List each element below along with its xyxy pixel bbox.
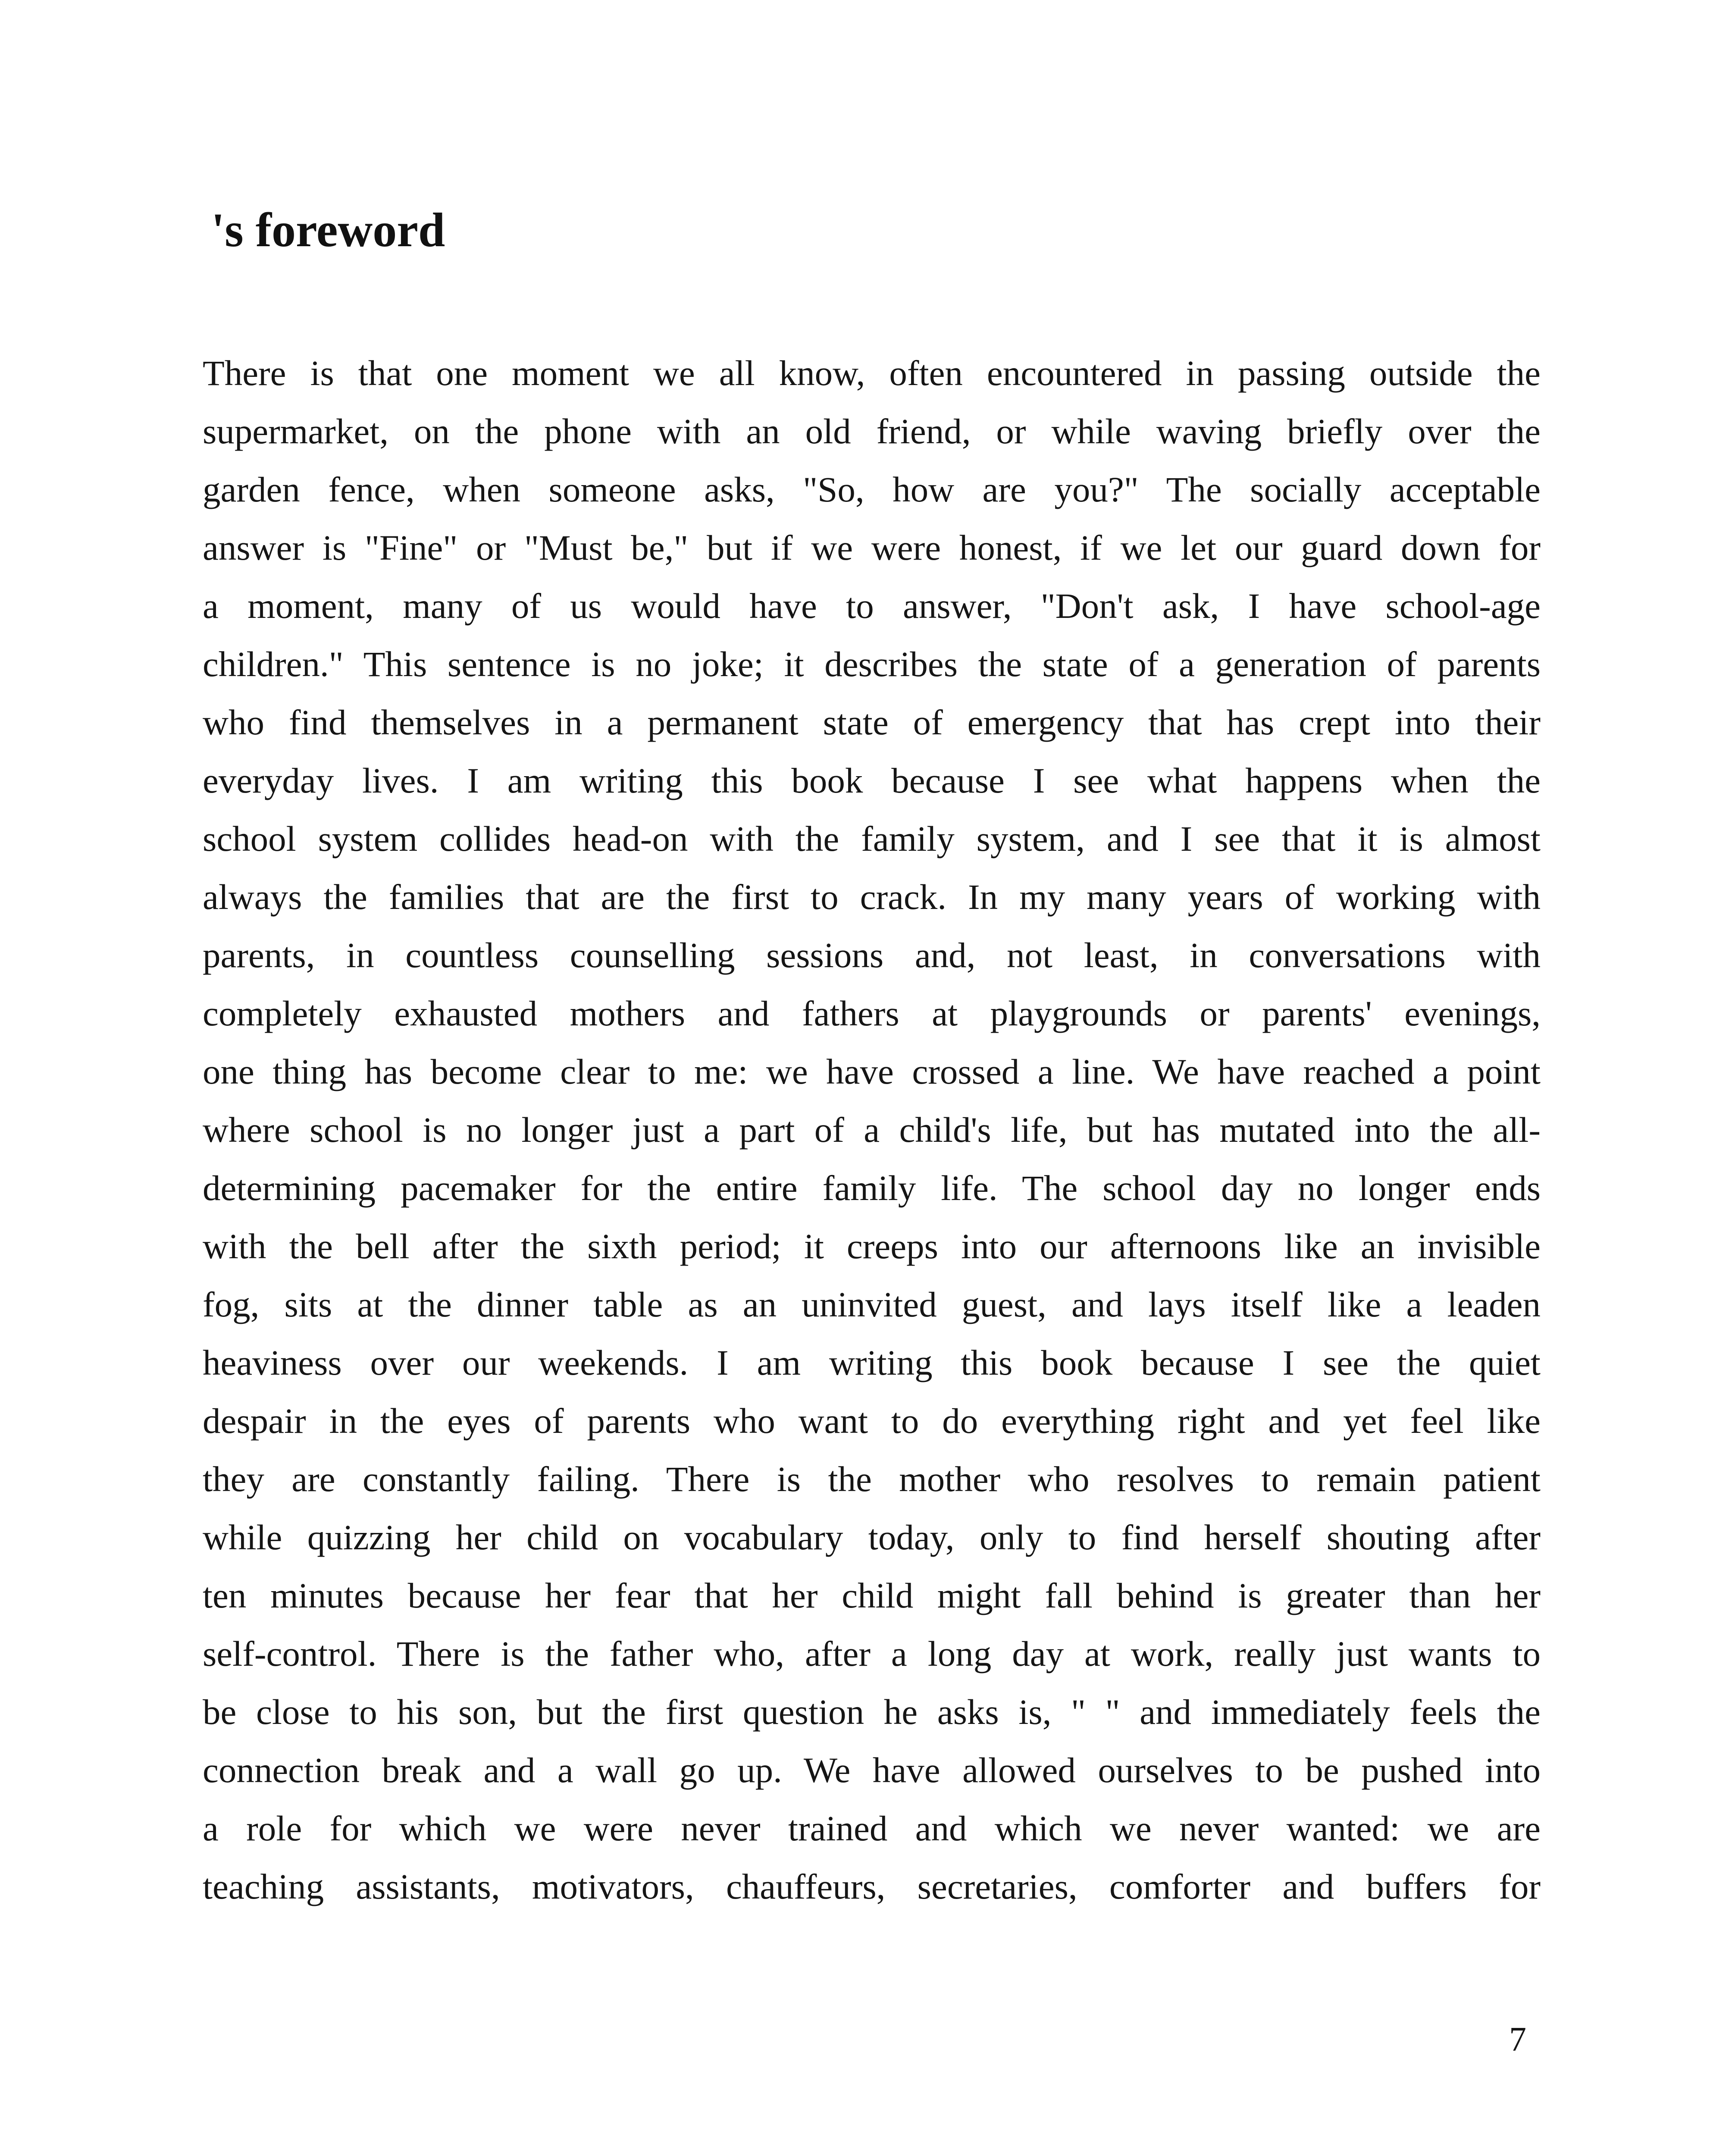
text-line: children." This sentence is no joke; it describes the state of a generation of parents: [203, 644, 1541, 684]
text-line: self-control. There is the father who, after a long day at work, really just wants to: [203, 1634, 1541, 1673]
text-line: one thing has become clear to me: we have crossed a line. We have reached a point: [203, 1052, 1541, 1091]
text-line: connection break and a wall go up. We have allowed ourselves to be pushed into: [203, 1750, 1541, 1790]
text-line: with the bell after the sixth period; it creeps into our afternoons like an invisible: [203, 1226, 1541, 1266]
text-line: who find themselves in a permanent state of emergency that has crept into their: [203, 702, 1541, 742]
text-line: while quizzing her child on vocabulary today, only to find herself shouting after: [203, 1517, 1541, 1557]
text-line: fog, sits at the dinner table as an uninvited guest, and lays itself like a leaden: [203, 1285, 1541, 1324]
text-line: always the families that are the first to crack. In my many years of working with: [203, 877, 1541, 917]
text-line: everyday lives. I am writing this book because I see what happens when the: [203, 761, 1541, 800]
text-line: a role for which we were never trained and which we never wanted: we are: [203, 1808, 1541, 1848]
text-line: despair in the eyes of parents who want to do everything right and yet feel like: [203, 1401, 1541, 1441]
body-paragraph: [203, 344, 1541, 1916]
text-line: completely exhausted mothers and fathers at playgrounds or parents' evenings,: [203, 993, 1541, 1033]
text-line: school system collides head-on with the family system, and I see that it is almost: [203, 819, 1541, 859]
text-line: answer is "Fine" or "Must be," but if we were honest, if we let our guard down for: [203, 528, 1541, 567]
text-line: where school is no longer just a part of a child's life, but has mutated into the all-: [203, 1110, 1541, 1150]
text-line: parents, in countless counselling sessions and, not least, in conversations with: [203, 935, 1541, 975]
text-line: be close to his son, but the first question he asks is, " " and immediately feels the: [203, 1692, 1541, 1732]
text-line: garden fence, when someone asks, "So, how are you?" The socially acceptable: [203, 470, 1541, 509]
text-line: supermarket, on the phone with an old friend, or while waving briefly over the: [203, 411, 1541, 451]
text-line: a moment, many of us would have to answer, "Don't ask, I have school-age: [203, 586, 1541, 626]
chapter-heading: 's foreword: [211, 204, 445, 257]
text-line: There is that one moment we all know, often encountered in passing outside the: [203, 353, 1541, 393]
text-line: determining pacemaker for the entire family life. The school day no longer ends: [203, 1168, 1541, 1208]
page-number: 7: [1509, 2021, 1526, 2059]
text-line: ten minutes because her fear that her child might fall behind is greater than her: [203, 1576, 1541, 1615]
text-line: they are constantly failing. There is the mother who resolves to remain patient: [203, 1459, 1541, 1499]
text-line: heaviness over our weekends. I am writing this book because I see the quiet: [203, 1343, 1541, 1382]
text-line: teaching assistants, motivators, chauffeurs, secretaries, comforter and buffers for: [203, 1867, 1541, 1906]
